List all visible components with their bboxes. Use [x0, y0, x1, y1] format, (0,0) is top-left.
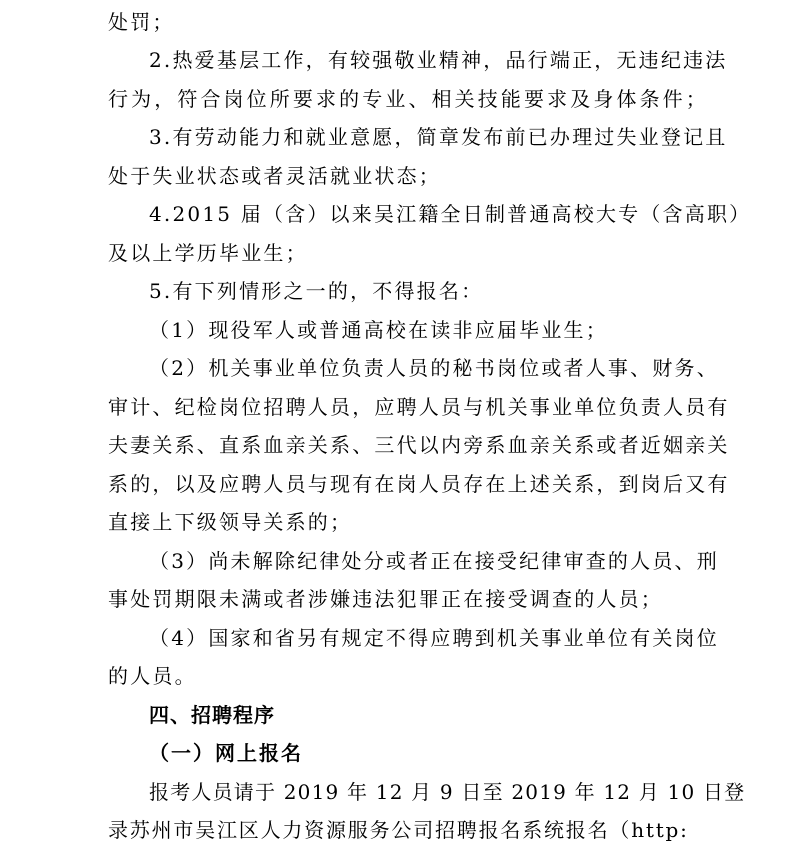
- text-line-8: 5.有下列情形之一的，不得报名：: [149, 279, 484, 303]
- text-line-6: 4.2015 届（含）以来吴江籍全日制普通高校大专（含高职）: [149, 202, 752, 226]
- text-line-12: 夫妻关系、直系血亲关系、三代以内旁系血亲关系或者近姻亲关: [108, 433, 730, 457]
- text-line-11: 审计、纪检岗位招聘人员，应聘人员与机关事业单位负责人员有: [108, 395, 730, 419]
- text-line-20: 录苏州市吴江区人力资源服务公司招聘报名系统报名（http:: [108, 818, 689, 842]
- subsection-heading: （一）网上报名: [149, 741, 303, 765]
- text-line-9: （1）现役军人或普通高校在读非应届毕业生；: [149, 318, 608, 342]
- text-line-7: 及以上学历毕业生；: [108, 241, 308, 265]
- text-line-13: 系的，以及应聘人员与现有在岗人员存在上述关系，到岗后又有: [108, 472, 730, 496]
- text-line-17: （4）国家和省另有规定不得应聘到机关事业单位有关岗位: [149, 626, 719, 650]
- text-line-4: 3.有劳动能力和就业意愿，简章发布前已办理过失业登记且: [149, 125, 728, 149]
- text-line-16: 事处罚期限未满或者涉嫌违法犯罪正在接受调查的人员；: [108, 587, 663, 611]
- text-line-18: 的人员。: [108, 664, 197, 688]
- text-line-19: 报考人员请于 2019 年 12 月 9 日至 2019 年 12 月 10 日登: [149, 780, 746, 804]
- text-line-15: （3）尚未解除纪律处分或者正在接受纪律审查的人员、刑: [149, 549, 719, 573]
- text-line-2: 2.热爱基层工作，有较强敬业精神，品行端正，无违纪违法: [149, 48, 728, 72]
- text-line-1: 处罚；: [108, 10, 175, 34]
- text-line-10: （2）机关事业单位负责人员的秘书岗位或者人事、财务、: [149, 356, 719, 380]
- text-line-14: 直接上下级领导关系的；: [108, 510, 353, 534]
- text-line-5: 处于失业状态或者灵活就业状态；: [108, 164, 441, 188]
- section-heading: 四、招聘程序: [149, 703, 275, 727]
- text-line-3: 行为，符合岗位所要求的专业、相关技能要求及身体条件；: [108, 87, 708, 111]
